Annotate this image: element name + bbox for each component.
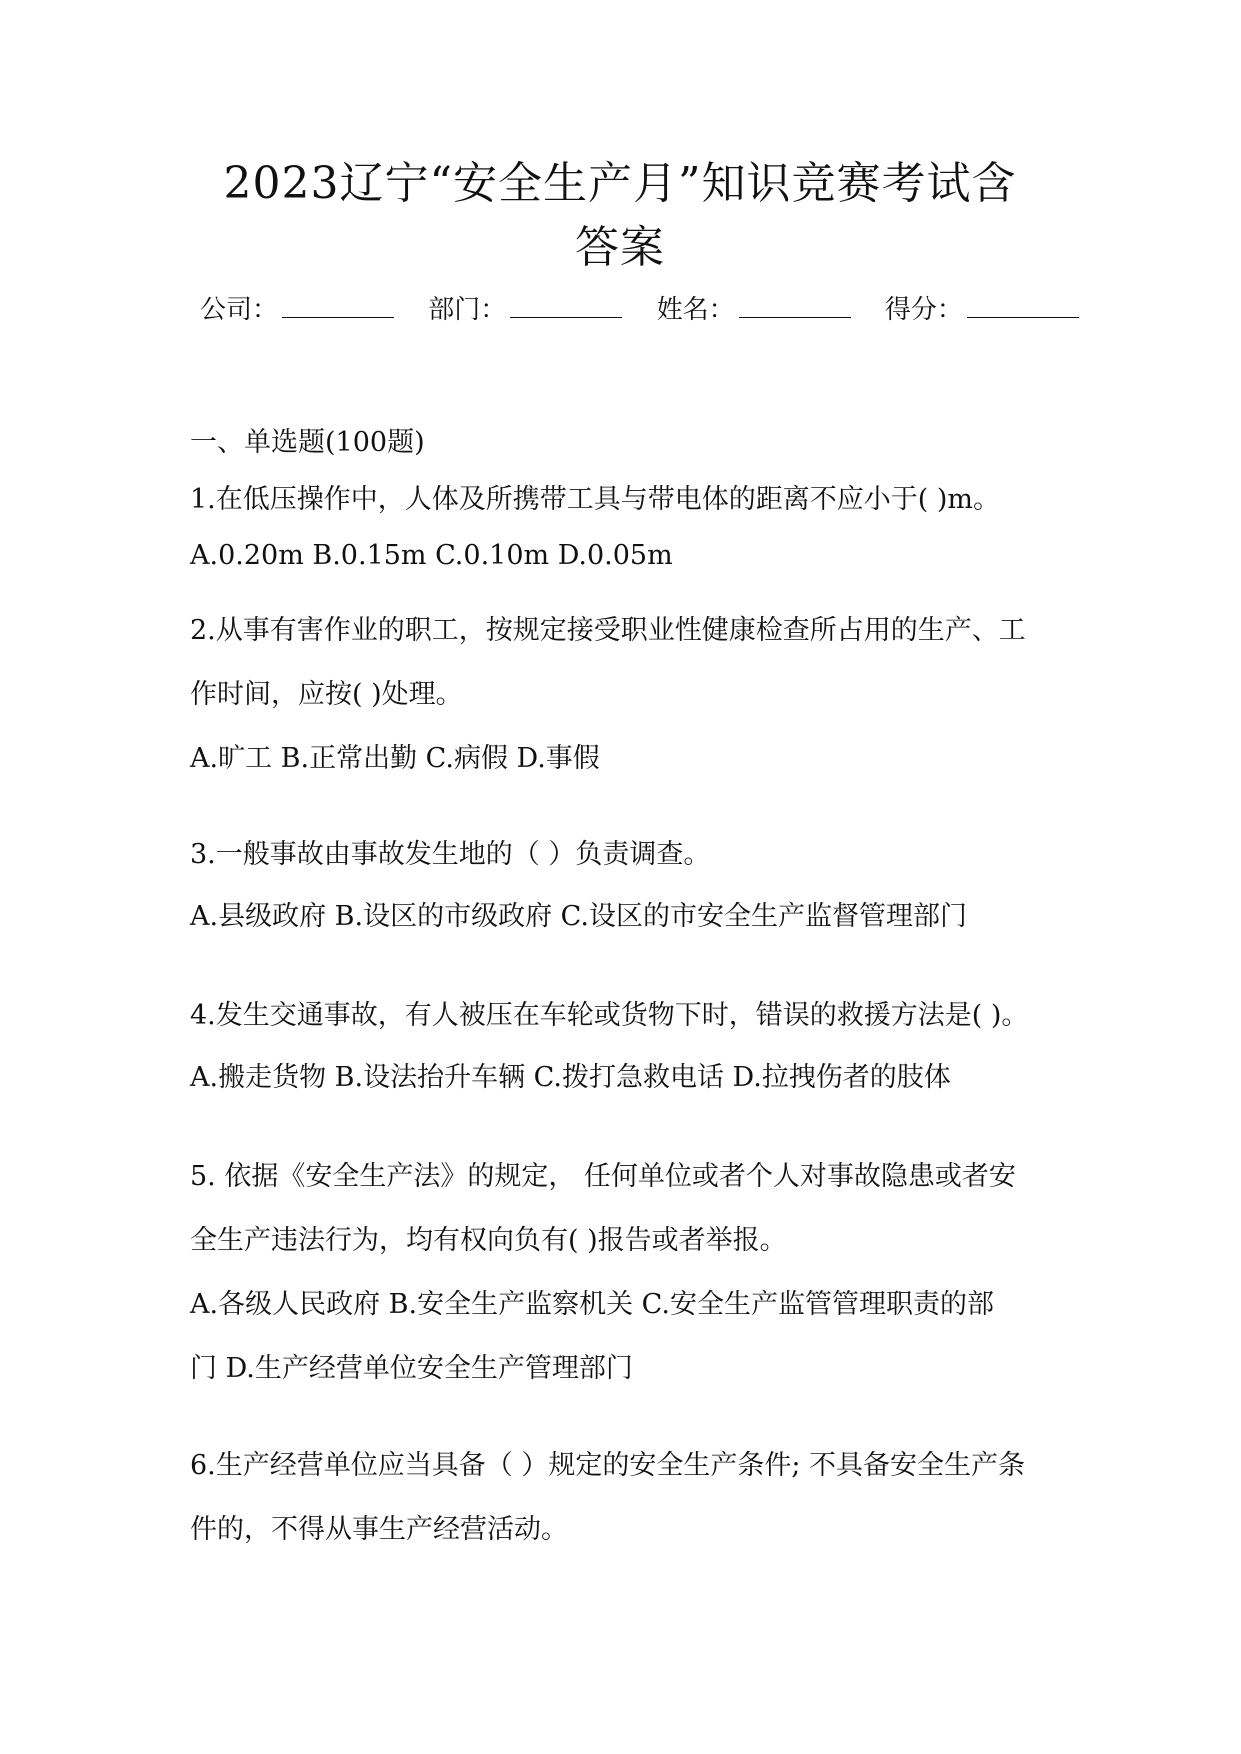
question-2-stem: 2.从事有害作业的职工，按规定接受职业性健康检查所占用的生产、工 [190,615,1026,646]
header-fields [200,290,1060,330]
score-field [885,290,1079,330]
question-2-options: A.旷工 B.正常出勤 C.病假 D.事假 [190,743,600,774]
name-field [657,290,877,330]
department-blank[interactable] [510,291,622,318]
question-1-options: A.0.20m B.0.15m C.0.10m D.0.05m [190,540,673,571]
company-label: 公司： [200,295,279,325]
question-4-options: A.搬走货物 B.设法抬升车辆 C.拨打急救电话 D.拉拽伤者的肢体 [190,1062,951,1093]
company-field [200,290,420,330]
score-blank[interactable] [967,291,1079,318]
question-5-options-cont: 门 D.生产经营单位安全生产管理部门 [190,1353,633,1384]
department-field [428,290,648,330]
question-6-stem: 6.生产经营单位应当具备（ ）规定的安全生产条件; 不具备安全生产条 [190,1450,1026,1481]
department-label: 部门： [428,295,507,325]
score-label: 得分： [884,295,963,325]
question-5-stem-cont: 全生产违法行为，均有权向负有( )报告或者举报。 [190,1225,787,1256]
question-3-options: A.县级政府 B.设区的市级政府 C.设区的市安全生产监督管理部门 [190,901,967,932]
question-5-options: A.各级人民政府 B.安全生产监察机关 C.安全生产监管管理职责的部 [190,1289,994,1320]
question-2-stem-cont: 作时间，应按( )处理。 [190,679,463,710]
question-4-stem: 4.发生交通事故，有人被压在车轮或货物下时，错误的救援方法是( )。 [190,1000,1029,1031]
question-6-stem-cont: 件的，不得从事生产经营活动。 [190,1514,568,1545]
name-blank[interactable] [739,291,851,318]
section-heading: 一、单选题(100题) [190,427,425,458]
document-title-line-2: 答案 [575,222,665,273]
question-5-stem: 5. 依据《安全生产法》的规定， 任何单位或者个人对事故隐患或者安 [190,1161,1016,1192]
question-3-stem: 3.一般事故由事故发生地的（ ）负责调查。 [190,839,711,870]
question-1-stem: 1.在低压操作中，人体及所携带工具与带电体的距离不应小于( )m。 [190,484,1001,515]
name-label: 姓名： [656,295,735,325]
company-blank[interactable] [282,291,394,318]
document-title-line-1: 2023辽宁“安全生产月”知识竞赛考试含 [223,158,1017,209]
